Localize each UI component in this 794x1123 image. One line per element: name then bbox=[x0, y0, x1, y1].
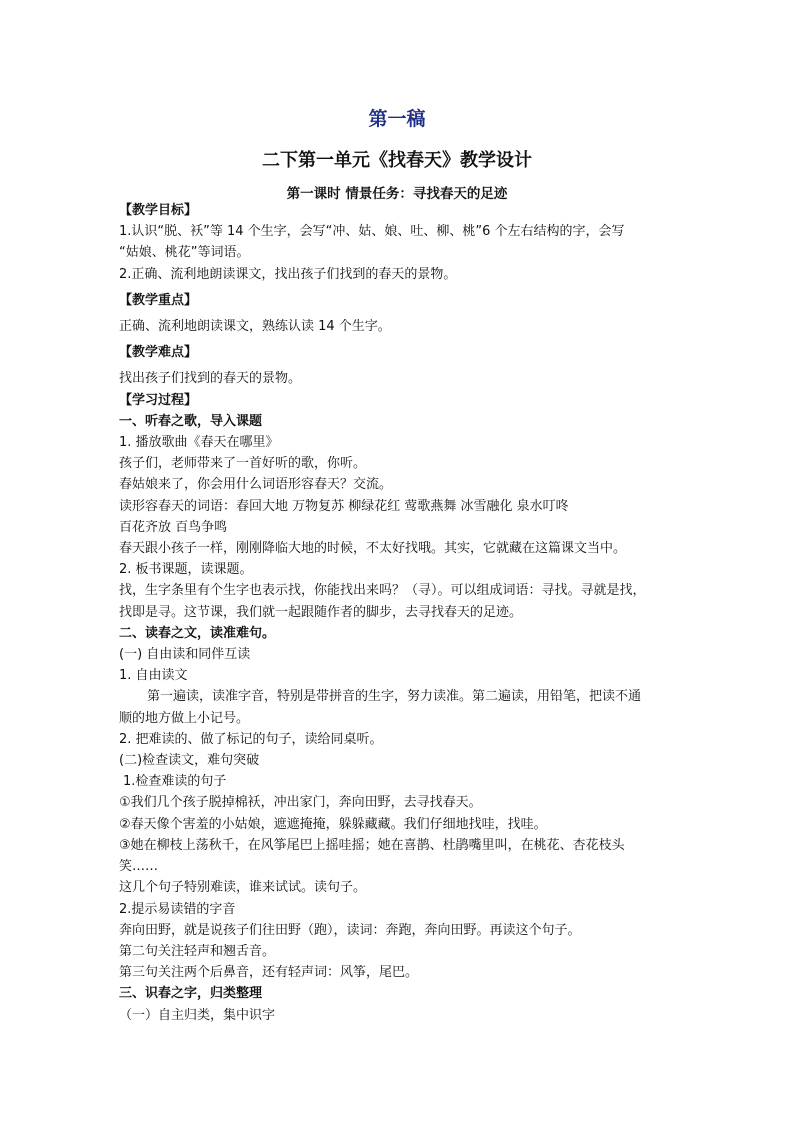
process-line: 笑…… bbox=[119, 859, 159, 875]
process-line: 奔向田野，就是说孩子们往田野（跑），读词：奔跑，奔向田野。再读这个句子。 bbox=[119, 922, 581, 938]
process-line: 读形容春天的词语：春回大地 万物复苏 柳绿花红 莺歌燕舞 冰雪融化 泉水叮咚 bbox=[119, 498, 569, 514]
difficulty-line: 找出孩子们找到的春天的景物。 bbox=[119, 371, 302, 387]
process-line: 顺的地方做上小记号。 bbox=[119, 710, 250, 726]
key-point-line: 正确、流利地朗读课文，熟练认读 14 个生字。 bbox=[119, 319, 391, 335]
process-line: 第一遍读，读准字音，特别是带拼音的生字，努力读准。第二遍读，用铅笔，把读不通 bbox=[147, 689, 642, 705]
process-line: 春天跟小孩子一样，刚刚降临大地的时候，不太好找哦。其实，它就藏在这篇课文当中。 bbox=[119, 541, 627, 557]
process-line: ③她在柳枝上荡秋千，在风筝尾巴上摇哇摇；她在喜鹊、杜鹃嘴里叫，在桃花、杏花枝头 bbox=[119, 837, 625, 853]
process-line: 1. 播放歌曲《春天在哪里》 bbox=[119, 435, 279, 451]
process-line: 2.提示易读错的字音 bbox=[119, 901, 236, 917]
process-line: 第二句关注轻声和翘舌音。 bbox=[119, 943, 276, 959]
process-line: 找，生字条里有个生字也表示找，你能找出来吗？（寻）。可以组成词语：寻找。寻就是找， bbox=[119, 583, 646, 599]
process-line: 找即是寻。这节课，我们就一起跟随作者的脚步，去寻找春天的足迹。 bbox=[119, 604, 523, 620]
goal-line: 1.认识“脱、袄”等 14 个生字，会写“冲、姑、娘、吐、柳、桃”6 个左右结构的字，会写 bbox=[119, 224, 625, 240]
process-heading: 一、听春之歌，导入课题 bbox=[119, 413, 263, 429]
process-line: 百花齐放 百鸟争鸣 bbox=[119, 519, 228, 535]
process-line: (二)检查读文，难句突破 bbox=[119, 753, 260, 769]
process-line: ②春天像个害羞的小姑娘，遮遮掩掩，躲躲藏藏。我们仔细地找哇，找哇。 bbox=[119, 816, 547, 832]
section-heading-process: 【学习过程】 bbox=[119, 392, 198, 408]
page-title: 二下第一单元《找春天》教学设计 bbox=[262, 150, 532, 171]
process-line: 第三句关注两个后鼻音，还有轻声词：风筝，尾巴。 bbox=[119, 965, 419, 981]
process-line: 春姑娘来了，你会用什么词语形容春天？交流。 bbox=[119, 477, 393, 493]
goal-line: 2.正确、流利地朗读课文，找出孩子们找到的春天的景物。 bbox=[119, 266, 457, 282]
process-line: 2. 把难读的、做了标记的句子，读给同桌听。 bbox=[119, 731, 383, 747]
page-subtitle: 第一课时 情景任务：寻找春天的足迹 bbox=[286, 186, 508, 202]
process-line: ①我们几个孩子脱掉棉袄，冲出家门，奔向田野，去寻找春天。 bbox=[119, 795, 482, 811]
process-line: 孩子们，老师带来了一首好听的歌，你听。 bbox=[119, 456, 367, 472]
process-line: 1.检查难读的句子 bbox=[123, 774, 227, 790]
document-body bbox=[119, 200, 687, 1026]
process-line: 这几个句子特别难读，谁来试试。读句子。 bbox=[119, 880, 367, 896]
process-line: （一）自主归类，集中识字 bbox=[119, 1007, 276, 1023]
process-heading: 三、识春之字，归类整理 bbox=[119, 986, 263, 1002]
draft-label: 第一稿 bbox=[368, 108, 426, 130]
goal-line: “姑娘、桃花”等词语。 bbox=[119, 245, 250, 261]
process-heading: 二、读春之文，读准难句。 bbox=[119, 625, 276, 641]
process-line: 2. 板书课题，读课题。 bbox=[119, 562, 253, 578]
section-heading-difficulties: 【教学难点】 bbox=[119, 345, 198, 361]
section-heading-key-points: 【教学重点】 bbox=[119, 292, 198, 308]
section-heading-goals: 【教学目标】 bbox=[119, 203, 198, 218]
process-line: 1. 自由读文 bbox=[119, 668, 188, 684]
process-line: (一) 自由读和同伴互读 bbox=[119, 647, 251, 663]
